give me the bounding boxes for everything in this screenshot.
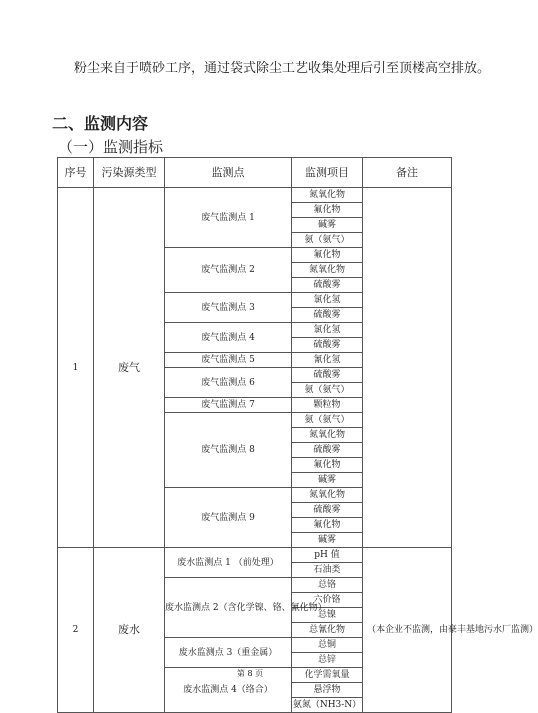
monitoring-point-cell: 废水监测点 3（重金属）: [165, 638, 292, 668]
monitoring-item-cell: 化学需氧量: [292, 668, 363, 683]
monitoring-point-cell: 废水监测点 4（络合）: [165, 668, 292, 713]
monitoring-item-cell: 氨（氨气）: [292, 383, 363, 398]
seq-cell: 2: [58, 548, 94, 713]
monitoring-item-cell: 氮氧化物: [292, 488, 363, 503]
monitoring-item-cell: 氟化物: [292, 518, 363, 533]
monitoring-point-cell: 废水监测点 1 （前处理）: [165, 548, 292, 578]
monitoring-item-cell: 总锌: [292, 653, 363, 668]
source-type-cell: 废气: [94, 188, 165, 548]
monitoring-item-cell: pH 值: [292, 548, 363, 563]
monitoring-item-cell: 硫酸雾: [292, 368, 363, 383]
page-footer: 第 8 页: [236, 669, 264, 678]
table-body: [58, 188, 538, 713]
monitoring-item-cell: 硫酸雾: [292, 338, 363, 353]
remark-cell: （本企业不监测，由豪丰基地污水厂监测）: [363, 548, 452, 713]
section-heading: 二、监测内容: [52, 114, 149, 133]
monitoring-point-cell: 废水监测点 2（含化学镍、铬、氰化物）: [165, 578, 292, 638]
monitoring-item-cell: 颗粒物: [292, 398, 363, 413]
monitoring-item-cell: 氨氮（NH3-N）: [292, 698, 363, 713]
monitoring-item-cell: 悬浮物: [292, 683, 363, 698]
monitoring-point-cell: 废气监测点 3: [165, 293, 292, 323]
monitoring-item-cell: 碱雾: [292, 473, 363, 488]
monitoring-item-cell: 氮氧化物: [292, 263, 363, 278]
monitoring-item-cell: 氯化氢: [292, 323, 363, 338]
intro-paragraph: 粉尘来自于喷砂工序，通过袋式除尘工艺收集处理后引至顶楼高空排放。: [74, 61, 491, 76]
monitoring-item-cell: 硫酸雾: [292, 308, 363, 323]
monitoring-item-cell: 氟化物: [292, 248, 363, 263]
table-row: [58, 548, 452, 563]
table-row: [58, 188, 452, 203]
monitoring-item-cell: 氮氧化物: [292, 428, 363, 443]
monitoring-item-cell: 硫酸雾: [292, 278, 363, 293]
header-seq: 序号: [58, 158, 94, 188]
header-point: 监测点: [165, 158, 292, 188]
monitoring-point-cell: 废气监测点 9: [165, 488, 292, 548]
monitoring-point-cell: 废气监测点 2: [165, 248, 292, 293]
monitoring-item-cell: 总氰化物: [292, 623, 363, 638]
monitoring-item-cell: 总铬: [292, 578, 363, 593]
monitoring-item-cell: 总镍: [292, 608, 363, 623]
header-remark: 备注: [363, 158, 452, 188]
monitoring-item-cell: 六价铬: [292, 593, 363, 608]
monitoring-point-cell: 废气监测点 8: [165, 413, 292, 488]
source-type-cell: 废水: [94, 548, 165, 713]
monitoring-point-cell: 废气监测点 4: [165, 323, 292, 353]
monitoring-item-cell: 石油类: [292, 563, 363, 578]
monitoring-item-cell: 硫酸雾: [292, 443, 363, 458]
subsection-heading: （一）监测指标: [58, 138, 164, 156]
monitoring-item-cell: 碱雾: [292, 218, 363, 233]
monitoring-item-cell: 总铜: [292, 638, 363, 653]
monitoring-item-cell: 氨（氨气）: [292, 413, 363, 428]
monitoring-item-cell: 氯化氢: [292, 293, 363, 308]
monitoring-item-cell: 氟化物: [292, 203, 363, 218]
monitoring-item-cell: 硫酸雾: [292, 503, 363, 518]
monitoring-item-cell: 氮氧化物: [292, 188, 363, 203]
header-item: 监测项目: [292, 158, 363, 188]
monitoring-item-cell: 碱雾: [292, 533, 363, 548]
table-header-row: [58, 158, 452, 188]
remark-cell: [363, 188, 452, 548]
monitoring-point-cell: 废气监测点 1: [165, 188, 292, 248]
header-type: 污染源类型: [94, 158, 165, 188]
monitoring-point-cell: 废气监测点 7: [165, 398, 292, 413]
monitoring-item-cell: 氰化氢: [292, 353, 363, 368]
monitoring-item-cell: 氟化物: [292, 458, 363, 473]
seq-cell: 1: [58, 188, 94, 548]
monitoring-item-cell: 氨（氨气）: [292, 233, 363, 248]
monitoring-table: [57, 157, 538, 713]
monitoring-point-cell: 废气监测点 6: [165, 368, 292, 398]
monitoring-point-cell: 废气监测点 5: [165, 353, 292, 368]
